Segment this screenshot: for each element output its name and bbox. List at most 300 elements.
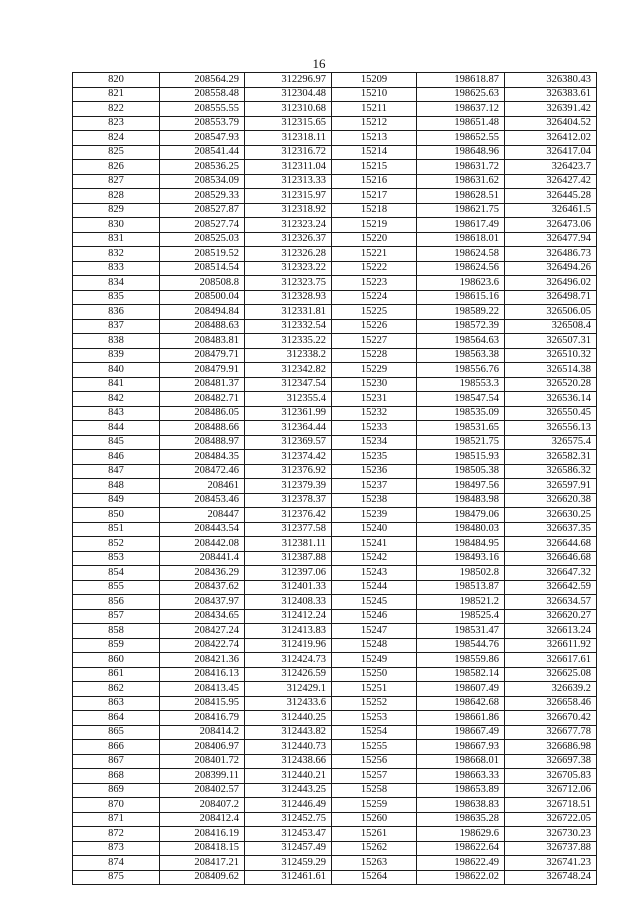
table-row [73, 653, 597, 668]
coord-y-b-cell: 326486.73 [505, 247, 597, 262]
coord-y-a-cell: 312440.25 [245, 711, 332, 726]
point-number-b-cell: 15243 [332, 566, 417, 581]
coord-y-b-cell: 326718.51 [505, 798, 597, 813]
coord-y-b-cell: 326510.32 [505, 348, 597, 363]
coord-y-b-cell: 326658.46 [505, 696, 597, 711]
coord-y-b-cell: 326670.42 [505, 711, 597, 726]
coord-x-a-cell: 208409.62 [160, 870, 245, 885]
point-number-a-cell: 871 [73, 812, 160, 827]
table-row [73, 218, 597, 233]
point-number-b-cell: 15226 [332, 319, 417, 334]
table-row [73, 145, 597, 160]
point-number-a-cell: 853 [73, 551, 160, 566]
coord-x-a-cell: 208443.54 [160, 522, 245, 537]
point-number-a-cell: 837 [73, 319, 160, 334]
coord-x-a-cell: 208447 [160, 508, 245, 523]
coord-y-a-cell: 312457.49 [245, 841, 332, 856]
coord-x-a-cell: 208479.71 [160, 348, 245, 363]
coord-x-a-cell: 208421.36 [160, 653, 245, 668]
point-number-a-cell: 836 [73, 305, 160, 320]
point-number-a-cell: 863 [73, 696, 160, 711]
table-row [73, 319, 597, 334]
coord-x-a-cell: 208494.84 [160, 305, 245, 320]
coord-y-a-cell: 312376.92 [245, 464, 332, 479]
coord-y-a-cell: 312461.61 [245, 870, 332, 885]
point-number-b-cell: 15239 [332, 508, 417, 523]
point-number-b-cell: 15248 [332, 638, 417, 653]
point-number-a-cell: 849 [73, 493, 160, 508]
page-number: 16 [312, 56, 326, 71]
coord-y-b-cell: 326477.94 [505, 232, 597, 247]
coord-x-a-cell: 208527.74 [160, 218, 245, 233]
coord-y-b-cell: 326417.04 [505, 145, 597, 160]
point-number-b-cell: 15229 [332, 363, 417, 378]
table-row [73, 827, 597, 842]
coord-x-a-cell: 208488.66 [160, 421, 245, 436]
coord-y-a-cell: 312438.66 [245, 754, 332, 769]
coord-x-b-cell: 198651.48 [417, 116, 505, 131]
point-number-a-cell: 829 [73, 203, 160, 218]
coord-y-b-cell: 326582.31 [505, 450, 597, 465]
coord-y-a-cell: 312318.11 [245, 131, 332, 146]
coord-y-a-cell: 312452.75 [245, 812, 332, 827]
coord-y-a-cell: 312424.73 [245, 653, 332, 668]
coord-y-a-cell: 312364.44 [245, 421, 332, 436]
point-number-a-cell: 859 [73, 638, 160, 653]
coord-y-b-cell: 326644.68 [505, 537, 597, 552]
point-number-a-cell: 857 [73, 609, 160, 624]
coord-x-b-cell: 198484.95 [417, 537, 505, 552]
coord-y-b-cell: 326737.88 [505, 841, 597, 856]
point-number-b-cell: 15219 [332, 218, 417, 233]
coord-y-b-cell: 326508.4 [505, 319, 597, 334]
point-number-b-cell: 15242 [332, 551, 417, 566]
point-number-a-cell: 826 [73, 160, 160, 175]
point-number-a-cell: 862 [73, 682, 160, 697]
coord-x-b-cell: 198617.49 [417, 218, 505, 233]
point-number-b-cell: 15240 [332, 522, 417, 537]
table-row [73, 203, 597, 218]
table-row [73, 580, 597, 595]
coord-y-b-cell: 326634.57 [505, 595, 597, 610]
point-number-b-cell: 15220 [332, 232, 417, 247]
table-row [73, 421, 597, 436]
table-row [73, 493, 597, 508]
coord-x-b-cell: 198553.3 [417, 377, 505, 392]
coord-x-b-cell: 198638.83 [417, 798, 505, 813]
table-row [73, 696, 597, 711]
coord-y-b-cell: 326686.98 [505, 740, 597, 755]
table-row [73, 624, 597, 639]
point-number-b-cell: 15241 [332, 537, 417, 552]
point-number-a-cell: 823 [73, 116, 160, 131]
table-row [73, 841, 597, 856]
table-row [73, 131, 597, 146]
point-number-a-cell: 851 [73, 522, 160, 537]
coord-x-b-cell: 198663.33 [417, 769, 505, 784]
coord-x-a-cell: 208434.65 [160, 609, 245, 624]
coord-x-b-cell: 198479.06 [417, 508, 505, 523]
coord-x-a-cell: 208416.79 [160, 711, 245, 726]
point-number-a-cell: 842 [73, 392, 160, 407]
coord-x-b-cell: 198556.76 [417, 363, 505, 378]
table-row [73, 667, 597, 682]
coordinate-table-body [73, 73, 597, 885]
point-number-b-cell: 15233 [332, 421, 417, 436]
coord-y-b-cell: 326630.25 [505, 508, 597, 523]
point-number-b-cell: 15252 [332, 696, 417, 711]
coord-x-a-cell: 208412.4 [160, 812, 245, 827]
coord-y-b-cell: 326730.23 [505, 827, 597, 842]
point-number-b-cell: 15245 [332, 595, 417, 610]
coord-y-a-cell: 312315.65 [245, 116, 332, 131]
coord-y-b-cell: 326496.02 [505, 276, 597, 291]
coord-y-a-cell: 312426.59 [245, 667, 332, 682]
point-number-b-cell: 15264 [332, 870, 417, 885]
coord-y-b-cell: 326494.26 [505, 261, 597, 276]
coord-y-a-cell: 312347.54 [245, 377, 332, 392]
point-number-a-cell: 847 [73, 464, 160, 479]
coord-x-a-cell: 208401.72 [160, 754, 245, 769]
coord-y-b-cell: 326575.4 [505, 435, 597, 450]
table-row [73, 769, 597, 784]
point-number-a-cell: 860 [73, 653, 160, 668]
coord-y-b-cell: 326586.32 [505, 464, 597, 479]
coord-x-a-cell: 208413.45 [160, 682, 245, 697]
coord-y-a-cell: 312369.57 [245, 435, 332, 450]
table-row [73, 334, 597, 349]
point-number-a-cell: 835 [73, 290, 160, 305]
coord-y-b-cell: 326445.28 [505, 189, 597, 204]
coord-y-b-cell: 326697.38 [505, 754, 597, 769]
point-number-a-cell: 874 [73, 856, 160, 871]
coord-x-b-cell: 198629.6 [417, 827, 505, 842]
point-number-a-cell: 831 [73, 232, 160, 247]
coord-y-a-cell: 312401.33 [245, 580, 332, 595]
point-number-b-cell: 15218 [332, 203, 417, 218]
point-number-b-cell: 15217 [332, 189, 417, 204]
coord-x-b-cell: 198559.86 [417, 653, 505, 668]
point-number-b-cell: 15222 [332, 261, 417, 276]
point-number-a-cell: 872 [73, 827, 160, 842]
coord-x-a-cell: 208500.04 [160, 290, 245, 305]
coord-x-b-cell: 198531.47 [417, 624, 505, 639]
table-row [73, 392, 597, 407]
point-number-a-cell: 822 [73, 102, 160, 117]
coord-y-a-cell: 312332.54 [245, 319, 332, 334]
coord-x-a-cell: 208399.11 [160, 769, 245, 784]
table-row [73, 160, 597, 175]
point-number-a-cell: 827 [73, 174, 160, 189]
coord-x-b-cell: 198525.4 [417, 609, 505, 624]
coord-y-a-cell: 312376.42 [245, 508, 332, 523]
coord-x-b-cell: 198668.01 [417, 754, 505, 769]
coord-x-b-cell: 198623.6 [417, 276, 505, 291]
table-row [73, 73, 597, 88]
coord-y-b-cell: 326427.42 [505, 174, 597, 189]
coord-y-a-cell: 312446.49 [245, 798, 332, 813]
coord-x-b-cell: 198618.87 [417, 73, 505, 88]
coord-x-a-cell: 208437.62 [160, 580, 245, 595]
table-row [73, 406, 597, 421]
point-number-b-cell: 15237 [332, 479, 417, 494]
coord-y-a-cell: 312316.72 [245, 145, 332, 160]
table-row [73, 638, 597, 653]
coord-x-a-cell: 208529.33 [160, 189, 245, 204]
coord-x-b-cell: 198493.16 [417, 551, 505, 566]
point-number-a-cell: 834 [73, 276, 160, 291]
coord-y-b-cell: 326613.24 [505, 624, 597, 639]
coord-y-a-cell: 312313.33 [245, 174, 332, 189]
coord-y-a-cell: 312419.96 [245, 638, 332, 653]
point-number-a-cell: 855 [73, 580, 160, 595]
point-number-a-cell: 821 [73, 87, 160, 102]
coord-y-b-cell: 326461.5 [505, 203, 597, 218]
point-number-b-cell: 15235 [332, 450, 417, 465]
coord-x-b-cell: 198505.38 [417, 464, 505, 479]
coord-y-b-cell: 326620.38 [505, 493, 597, 508]
point-number-b-cell: 15261 [332, 827, 417, 842]
coord-y-b-cell: 326536.14 [505, 392, 597, 407]
coord-x-b-cell: 198642.68 [417, 696, 505, 711]
coord-y-a-cell: 312304.48 [245, 87, 332, 102]
coord-x-b-cell: 198622.02 [417, 870, 505, 885]
coord-x-a-cell: 208519.52 [160, 247, 245, 262]
coord-x-b-cell: 198652.55 [417, 131, 505, 146]
coord-x-a-cell: 208514.54 [160, 261, 245, 276]
coord-x-a-cell: 208414.2 [160, 725, 245, 740]
table-row [73, 595, 597, 610]
coord-y-b-cell: 326617.61 [505, 653, 597, 668]
point-number-b-cell: 15225 [332, 305, 417, 320]
point-number-a-cell: 868 [73, 769, 160, 784]
coord-y-b-cell: 326597.91 [505, 479, 597, 494]
coord-y-b-cell: 326639.2 [505, 682, 597, 697]
coord-x-a-cell: 208482.71 [160, 392, 245, 407]
coord-y-b-cell: 326705.83 [505, 769, 597, 784]
table-row [73, 551, 597, 566]
coord-y-a-cell: 312311.04 [245, 160, 332, 175]
point-number-a-cell: 864 [73, 711, 160, 726]
point-number-b-cell: 15234 [332, 435, 417, 450]
coord-x-b-cell: 198563.38 [417, 348, 505, 363]
coord-y-b-cell: 326556.13 [505, 421, 597, 436]
coord-y-b-cell: 326620.27 [505, 609, 597, 624]
coord-x-a-cell: 208553.79 [160, 116, 245, 131]
table-row [73, 189, 597, 204]
coord-x-b-cell: 198622.64 [417, 841, 505, 856]
point-number-a-cell: 825 [73, 145, 160, 160]
coord-x-b-cell: 198589.22 [417, 305, 505, 320]
table-row [73, 363, 597, 378]
coord-x-b-cell: 198521.2 [417, 595, 505, 610]
table-row [73, 290, 597, 305]
coord-x-b-cell: 198544.76 [417, 638, 505, 653]
point-number-a-cell: 858 [73, 624, 160, 639]
point-number-a-cell: 852 [73, 537, 160, 552]
coord-x-b-cell: 198653.89 [417, 783, 505, 798]
table-row [73, 537, 597, 552]
coord-y-a-cell: 312342.82 [245, 363, 332, 378]
coord-y-a-cell: 312443.25 [245, 783, 332, 798]
coord-x-a-cell: 208534.09 [160, 174, 245, 189]
point-number-a-cell: 873 [73, 841, 160, 856]
point-number-a-cell: 861 [73, 667, 160, 682]
coord-x-b-cell: 198564.63 [417, 334, 505, 349]
point-number-b-cell: 15213 [332, 131, 417, 146]
point-number-b-cell: 15236 [332, 464, 417, 479]
coord-y-a-cell: 312453.47 [245, 827, 332, 842]
point-number-b-cell: 15216 [332, 174, 417, 189]
coord-x-b-cell: 198628.51 [417, 189, 505, 204]
point-number-b-cell: 15212 [332, 116, 417, 131]
point-number-b-cell: 15260 [332, 812, 417, 827]
table-row [73, 609, 597, 624]
point-number-a-cell: 824 [73, 131, 160, 146]
point-number-b-cell: 15246 [332, 609, 417, 624]
coord-x-b-cell: 198667.93 [417, 740, 505, 755]
table-row [73, 870, 597, 885]
coord-x-b-cell: 198631.62 [417, 174, 505, 189]
point-number-b-cell: 15209 [332, 73, 417, 88]
point-number-a-cell: 866 [73, 740, 160, 755]
coord-y-b-cell: 326748.24 [505, 870, 597, 885]
coord-x-a-cell: 208436.29 [160, 566, 245, 581]
coord-x-a-cell: 208453.46 [160, 493, 245, 508]
coord-x-a-cell: 208441.4 [160, 551, 245, 566]
table-row [73, 261, 597, 276]
table-row [73, 247, 597, 262]
coord-x-a-cell: 208442.08 [160, 537, 245, 552]
point-number-b-cell: 15250 [332, 667, 417, 682]
coord-x-a-cell: 208422.74 [160, 638, 245, 653]
coord-y-b-cell: 326646.68 [505, 551, 597, 566]
point-number-b-cell: 15230 [332, 377, 417, 392]
coord-y-a-cell: 312323.75 [245, 276, 332, 291]
coord-x-a-cell: 208407.2 [160, 798, 245, 813]
table-row [73, 783, 597, 798]
point-number-a-cell: 856 [73, 595, 160, 610]
coord-x-b-cell: 198624.58 [417, 247, 505, 262]
coord-x-a-cell: 208488.63 [160, 319, 245, 334]
point-number-a-cell: 865 [73, 725, 160, 740]
point-number-b-cell: 15215 [332, 160, 417, 175]
coord-x-a-cell: 208536.25 [160, 160, 245, 175]
table-row [73, 856, 597, 871]
coord-x-a-cell: 208472.46 [160, 464, 245, 479]
coord-y-a-cell: 312310.68 [245, 102, 332, 117]
coord-x-b-cell: 198624.56 [417, 261, 505, 276]
coord-x-b-cell: 198637.12 [417, 102, 505, 117]
coord-y-a-cell: 312323.24 [245, 218, 332, 233]
coord-x-a-cell: 208402.57 [160, 783, 245, 798]
coord-x-a-cell: 208564.29 [160, 73, 245, 88]
coord-y-a-cell: 312387.88 [245, 551, 332, 566]
coord-x-a-cell: 208406.97 [160, 740, 245, 755]
point-number-b-cell: 15259 [332, 798, 417, 813]
table-row [73, 522, 597, 537]
table-row [73, 232, 597, 247]
point-number-a-cell: 845 [73, 435, 160, 450]
table-row [73, 479, 597, 494]
coord-x-a-cell: 208558.48 [160, 87, 245, 102]
coord-y-a-cell: 312355.4 [245, 392, 332, 407]
coord-x-a-cell: 208416.13 [160, 667, 245, 682]
coord-x-b-cell: 198631.72 [417, 160, 505, 175]
coord-y-a-cell: 312440.73 [245, 740, 332, 755]
coord-x-b-cell: 198661.86 [417, 711, 505, 726]
coord-y-b-cell: 326625.08 [505, 667, 597, 682]
point-number-b-cell: 15210 [332, 87, 417, 102]
point-number-b-cell: 15221 [332, 247, 417, 262]
point-number-a-cell: 838 [73, 334, 160, 349]
coord-y-a-cell: 312459.29 [245, 856, 332, 871]
coord-x-a-cell: 208479.91 [160, 363, 245, 378]
coord-y-a-cell: 312397.06 [245, 566, 332, 581]
coordinate-table [72, 72, 597, 885]
table-row [73, 377, 597, 392]
coord-y-b-cell: 326637.35 [505, 522, 597, 537]
table-row [73, 87, 597, 102]
coord-y-a-cell: 312326.37 [245, 232, 332, 247]
coord-x-a-cell: 208481.37 [160, 377, 245, 392]
table-row [73, 711, 597, 726]
table-row [73, 276, 597, 291]
point-number-a-cell: 848 [73, 479, 160, 494]
coord-x-b-cell: 198615.16 [417, 290, 505, 305]
coord-y-a-cell: 312318.92 [245, 203, 332, 218]
coord-y-a-cell: 312429.1 [245, 682, 332, 697]
point-number-b-cell: 15262 [332, 841, 417, 856]
coord-x-a-cell: 208547.93 [160, 131, 245, 146]
coord-x-a-cell: 208488.97 [160, 435, 245, 450]
coord-y-b-cell: 326642.59 [505, 580, 597, 595]
coord-x-a-cell: 208486.05 [160, 406, 245, 421]
table-row [73, 116, 597, 131]
table-row [73, 725, 597, 740]
point-number-b-cell: 15255 [332, 740, 417, 755]
coord-y-b-cell: 326550.45 [505, 406, 597, 421]
coord-x-b-cell: 198667.49 [417, 725, 505, 740]
coord-x-b-cell: 198535.09 [417, 406, 505, 421]
coord-y-b-cell: 326514.38 [505, 363, 597, 378]
point-number-b-cell: 15232 [332, 406, 417, 421]
coord-x-a-cell: 208427.24 [160, 624, 245, 639]
table-row [73, 754, 597, 769]
coord-x-b-cell: 198648.96 [417, 145, 505, 160]
coord-x-b-cell: 198635.28 [417, 812, 505, 827]
coord-x-b-cell: 198625.63 [417, 87, 505, 102]
coord-x-a-cell: 208541.44 [160, 145, 245, 160]
coord-x-a-cell: 208416.19 [160, 827, 245, 842]
coord-y-a-cell: 312408.33 [245, 595, 332, 610]
coord-x-a-cell: 208461 [160, 479, 245, 494]
coord-y-a-cell: 312326.28 [245, 247, 332, 262]
coord-x-b-cell: 198547.54 [417, 392, 505, 407]
point-number-a-cell: 828 [73, 189, 160, 204]
coord-x-a-cell: 208418.15 [160, 841, 245, 856]
point-number-b-cell: 15258 [332, 783, 417, 798]
coord-x-b-cell: 198502.8 [417, 566, 505, 581]
coord-y-b-cell: 326741.23 [505, 856, 597, 871]
table-row [73, 174, 597, 189]
coord-x-b-cell: 198480.03 [417, 522, 505, 537]
table-row [73, 102, 597, 117]
point-number-b-cell: 15227 [332, 334, 417, 349]
coord-x-b-cell: 198607.49 [417, 682, 505, 697]
coord-y-a-cell: 312378.37 [245, 493, 332, 508]
coord-y-a-cell: 312377.58 [245, 522, 332, 537]
